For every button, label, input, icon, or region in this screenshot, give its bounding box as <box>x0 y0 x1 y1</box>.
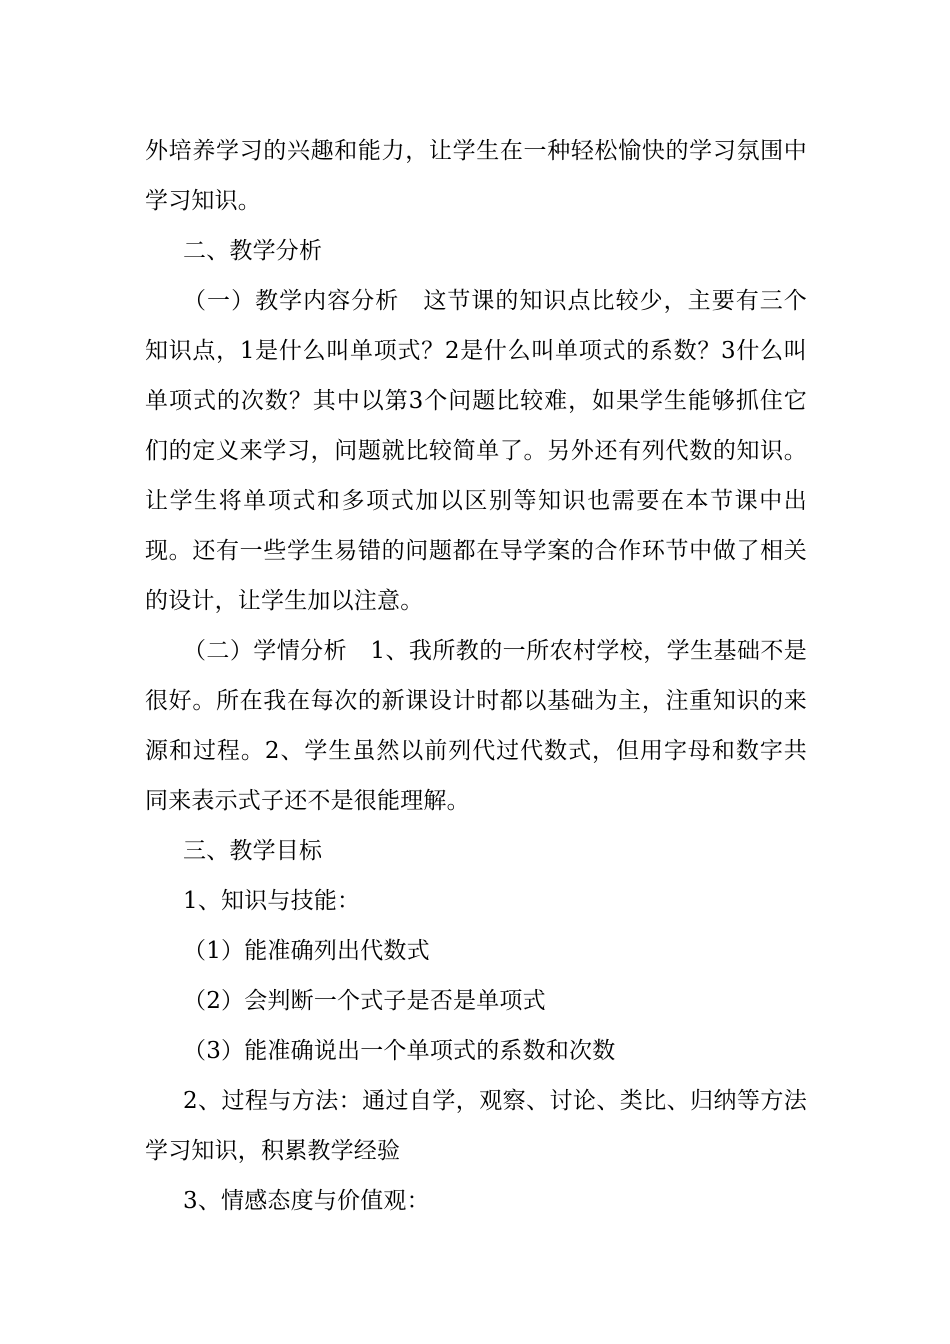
goal-item-1: （1）能准确列出代数式 <box>183 938 430 964</box>
goal-emotion-values: 3、情感态度与价值观： <box>183 1188 430 1214</box>
paragraph-continuation: 外培养学习的兴趣和能力，让学生在一种轻松愉快的学习氛围中学习知识。 <box>145 138 807 214</box>
paragraph-learner-analysis: （二）学情分析 1、我所教的一所农村学校，学生基础不是很好。所在我在每次的新课设计时都以基础为主，注重知识的来源和过程。2、学生虽然以前列代过代数式，但用字母和数字共同来表示式子还不是很能理解。 <box>145 638 807 814</box>
document-body <box>145 126 807 1226</box>
section-heading-teaching-goals: 三、教学目标 <box>183 838 323 864</box>
section-heading-teaching-analysis: 二、教学分析 <box>183 238 323 264</box>
goal-item-2: （2）会判断一个式子是否是单项式 <box>183 988 546 1014</box>
goal-knowledge-skills: 1、知识与技能： <box>183 888 361 914</box>
goal-process-methods: 2、过程与方法：通过自学，观察、讨论、类比、归纳等方法学习知识，积累教学经验 <box>145 1088 807 1164</box>
paragraph-content-analysis: （一）教学内容分析 这节课的知识点比较少，主要有三个知识点，1是什么叫单项式？2是什么叫单项式的系数？3什么叫单项式的次数？其中以第3个问题比较难，如果学生能够抓住它们的定义来学习，问题就比较简单了。另外还有列代数的知识。让学生将单项式和多项式加以区别等知识也需要在本节课中出现。还有一些学生易错的问题都在导学案的合作环节中做了相关的设计，让学生加以注意。 <box>145 288 807 614</box>
goal-item-3: （3）能准确说出一个单项式的系数和次数 <box>183 1038 616 1064</box>
